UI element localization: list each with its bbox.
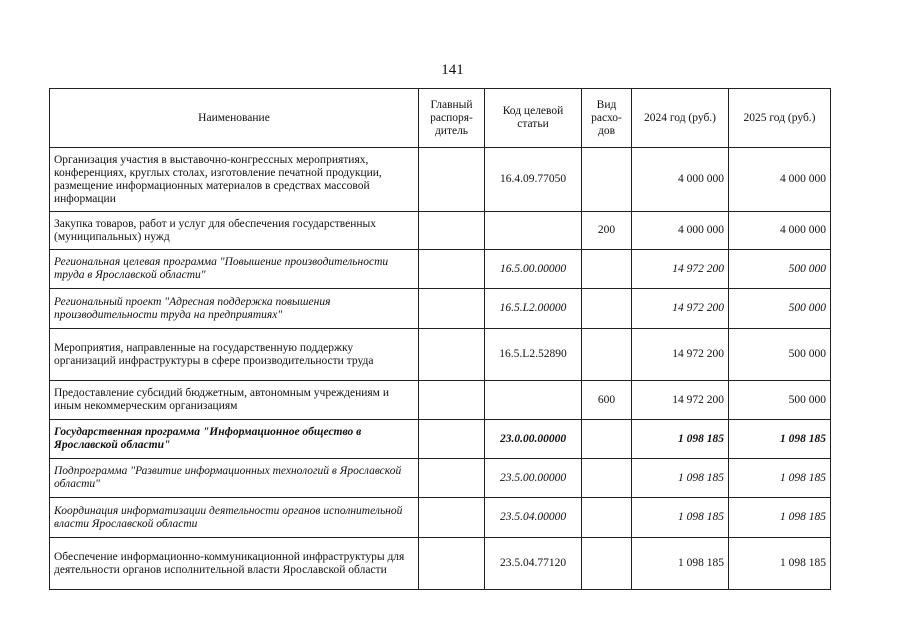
row-code: 16.5.00.00000 — [485, 250, 582, 289]
row-2025: 1 098 185 — [729, 538, 831, 590]
row-name: Обеспечение информационно-коммуникационной инфраструктуры для деятельности органов исполнительной власти Ярославской области — [50, 538, 419, 590]
row-code — [485, 381, 582, 420]
table-header-row — [50, 89, 831, 148]
row-admin — [419, 381, 485, 420]
row-name: Мероприятия, направленные на государственную поддержку организаций инфраструктуры в сфере производительности труда — [50, 329, 419, 381]
row-2025: 4 000 000 — [729, 148, 831, 212]
header-2025: 2025 год (руб.) — [729, 89, 831, 148]
row-2024: 4 000 000 — [632, 212, 729, 250]
table-row — [50, 148, 831, 212]
page-number: 141 — [441, 62, 464, 78]
row-name: Государственная программа "Информационное общество в Ярославской области" — [50, 420, 419, 459]
row-2024: 14 972 200 — [632, 381, 729, 420]
row-expense-type — [582, 459, 632, 498]
table-row — [50, 381, 831, 420]
table-row — [50, 329, 831, 381]
row-2024: 1 098 185 — [632, 420, 729, 459]
row-expense-type — [582, 420, 632, 459]
row-admin — [419, 250, 485, 289]
row-expense-type — [582, 148, 632, 212]
row-2025: 500 000 — [729, 289, 831, 329]
row-2025: 4 000 000 — [729, 212, 831, 250]
row-admin — [419, 212, 485, 250]
row-expense-type: 200 — [582, 212, 632, 250]
header-expense-type: Вид расхо-дов — [582, 89, 632, 148]
row-2024: 1 098 185 — [632, 538, 729, 590]
row-code: 16.4.09.77050 — [485, 148, 582, 212]
table-row — [50, 459, 831, 498]
row-2024: 4 000 000 — [632, 148, 729, 212]
header-name: Наименование — [50, 89, 419, 148]
row-name: Организация участия в выставочно-конгрессных мероприятиях, конференциях, круглых столах, изготовление печатной продукции, размещение информационных материалов в средствах массовой информации — [50, 148, 419, 212]
row-admin — [419, 289, 485, 329]
row-code: 16.5.L2.52890 — [485, 329, 582, 381]
row-name: Координация информатизации деятельности органов исполнительной власти Ярославской области — [50, 498, 419, 538]
row-name: Региональный проект "Адресная поддержка повышения производительности труда на предприятиях" — [50, 289, 419, 329]
header-admin: Главный распоря-дитель — [419, 89, 485, 148]
row-2024: 14 972 200 — [632, 250, 729, 289]
row-admin — [419, 498, 485, 538]
table-row — [50, 212, 831, 250]
row-2024: 14 972 200 — [632, 289, 729, 329]
row-expense-type: 600 — [582, 381, 632, 420]
row-2024: 1 098 185 — [632, 459, 729, 498]
header-2024: 2024 год (руб.) — [632, 89, 729, 148]
row-expense-type — [582, 498, 632, 538]
row-expense-type — [582, 329, 632, 381]
row-expense-type — [582, 538, 632, 590]
row-name: Подпрограмма "Развитие информационных технологий в Ярославской области" — [50, 459, 419, 498]
table-row — [50, 250, 831, 289]
row-name: Предоставление субсидий бюджетным, автономным учреждениям и иным некоммерческим организациям — [50, 381, 419, 420]
row-2025: 1 098 185 — [729, 498, 831, 538]
row-name: Закупка товаров, работ и услуг для обеспечения государственных (муниципальных) нужд — [50, 212, 419, 250]
row-expense-type — [582, 289, 632, 329]
row-admin — [419, 538, 485, 590]
header-code: Код целевой статьи — [485, 89, 582, 148]
table-row — [50, 420, 831, 459]
row-2024: 1 098 185 — [632, 498, 729, 538]
row-code: 23.5.00.00000 — [485, 459, 582, 498]
row-name: Региональная целевая программа "Повышение производительности труда в Ярославской области" — [50, 250, 419, 289]
row-2025: 1 098 185 — [729, 420, 831, 459]
row-2024: 14 972 200 — [632, 329, 729, 381]
row-2025: 1 098 185 — [729, 459, 831, 498]
table-row — [50, 289, 831, 329]
row-admin — [419, 148, 485, 212]
row-admin — [419, 329, 485, 381]
table-row — [50, 498, 831, 538]
row-code: 16.5.L2.00000 — [485, 289, 582, 329]
row-expense-type — [582, 250, 632, 289]
table-row — [50, 538, 831, 590]
row-code: 23.5.04.77120 — [485, 538, 582, 590]
row-2025: 500 000 — [729, 250, 831, 289]
budget-table — [49, 88, 831, 590]
row-2025: 500 000 — [729, 381, 831, 420]
row-code — [485, 212, 582, 250]
row-2025: 500 000 — [729, 329, 831, 381]
row-admin — [419, 420, 485, 459]
row-admin — [419, 459, 485, 498]
row-code: 23.5.04.00000 — [485, 498, 582, 538]
row-code: 23.0.00.00000 — [485, 420, 582, 459]
